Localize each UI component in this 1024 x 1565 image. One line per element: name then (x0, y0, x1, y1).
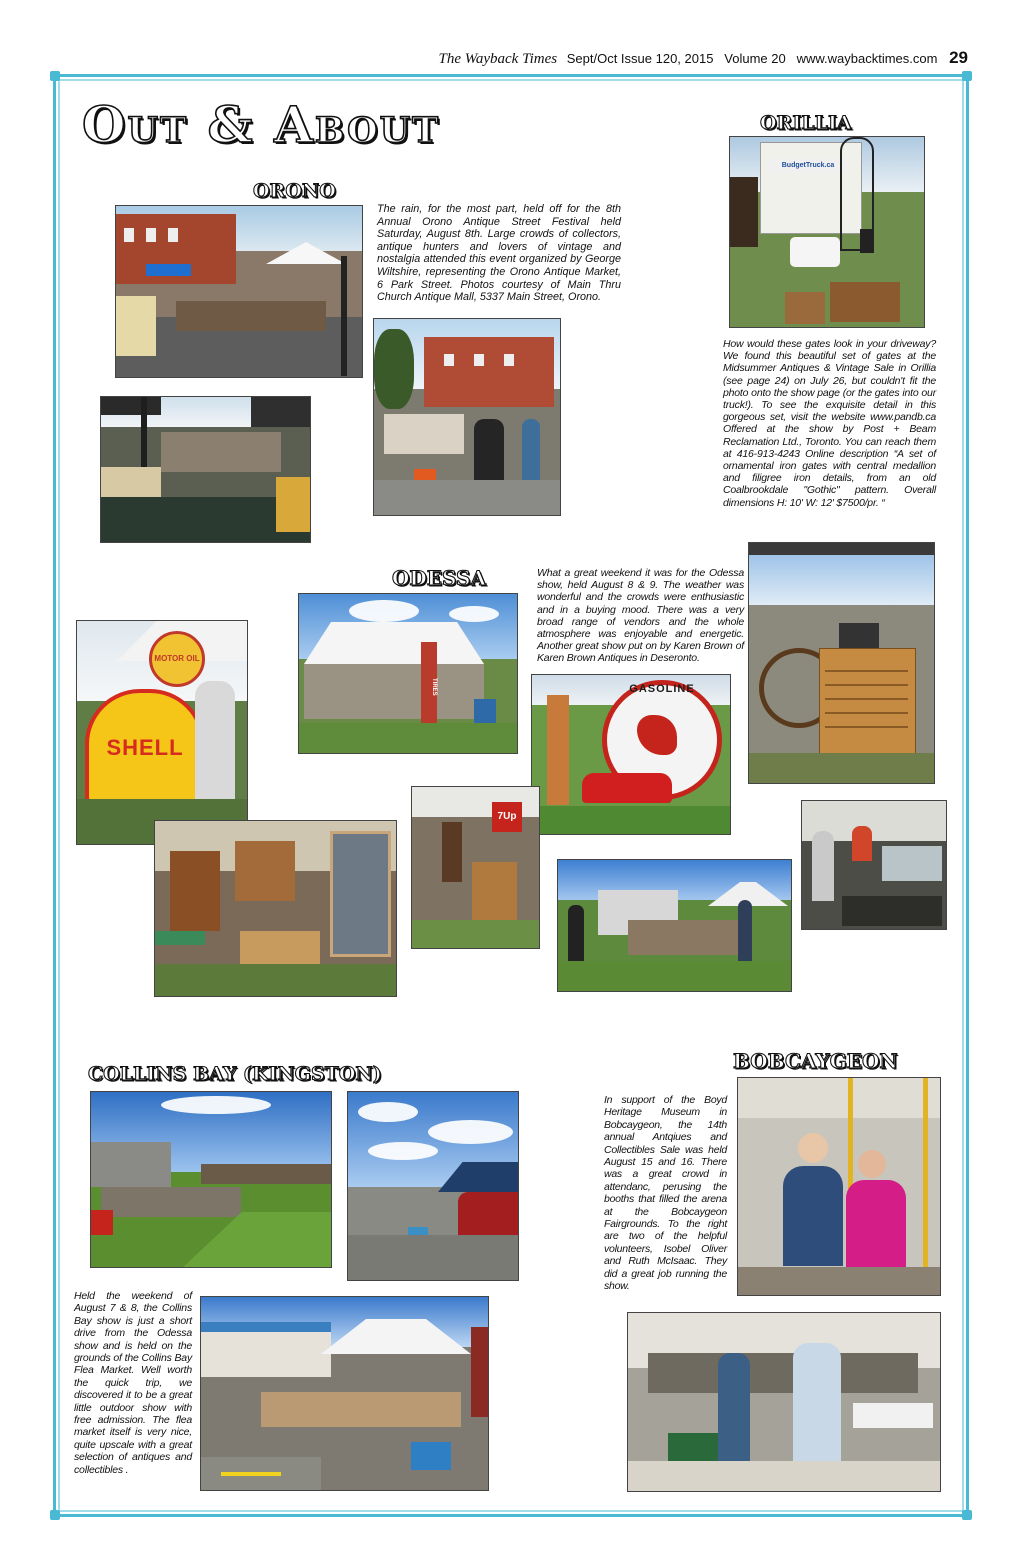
bobcaygeon-arena-photo (627, 1312, 941, 1492)
collins-bay-tables-photo (200, 1296, 489, 1491)
frame-corner (50, 71, 60, 81)
odessa-caption: What a great weekend it was for the Odessa show, held August 8 & 9. The weather was wonderful and the crowds were enthusiastic and in a buying mood. There was a very broad range of vendors and the whole atmosphere was enjoyable and energetic. Another great show put on by Karen Brown of Karen Brown Antiques in Deseronto. (537, 567, 744, 665)
section-title-collins-bay: COLLINS BAY (KINGSTON) (88, 1063, 382, 1085)
odessa-gasoline-photo (531, 674, 731, 835)
odessa-shell-sign-photo (76, 620, 248, 845)
publication-name: The Wayback Times (438, 51, 558, 67)
collins-bay-parking-photo (347, 1091, 519, 1281)
section-title-orono: ORONO (253, 180, 336, 202)
orono-crowd-photo (100, 396, 311, 543)
odessa-glassware-photo (801, 800, 947, 930)
orillia-gates-photo (729, 136, 925, 328)
bobcaygeon-volunteers-photo (737, 1077, 941, 1296)
section-title-orillia: ORILLIA (760, 112, 852, 134)
odessa-7up-photo (411, 786, 540, 949)
collins-bay-caption: Held the weekend of August 7 & 8, the Collins Bay show is just a short drive from the Odessa show and is held on the grounds of the Collins Bay Flea Market. Well worth the quick trip, we discovered it to be a great little outdoor show with free admission. The flea market itself is very nice, quite upscale with a great selection of antiques and collectibles . (74, 1290, 192, 1476)
page-title: Out & About (82, 95, 441, 154)
odessa-furniture-photo (154, 820, 397, 997)
page-number: 29 (949, 48, 968, 67)
website: www.waybacktimes.com (796, 51, 938, 66)
odessa-cabinet-photo (748, 542, 935, 784)
volume: Volume 20 (724, 51, 786, 66)
orono-market-photo (373, 318, 561, 516)
collins-bay-market-photo (90, 1091, 332, 1268)
budget-truck-sign: BudgetTruck.ca (768, 159, 848, 173)
odessa-crowd-photo (557, 859, 792, 992)
shell-sign: SHELL (85, 689, 205, 807)
frame-corner (962, 1510, 972, 1520)
tires-sign: TIRES (421, 642, 437, 732)
orono-caption: The rain, for the most part, held off for the 8th Annual Orono Antique Street Festival held Saturday, August 8th. Large crowds of collectors, antique hunters and lovers of vintage and nostalgia attended this event organized by George Wiltshire, representing the Orono Antique Market, 6 Park Street. Photos courtesy of Main Thru Church Antique Mall, 5337 Main Street, Orono. (377, 203, 621, 304)
section-title-bobcaygeon: BOBCAYGEON (733, 1049, 898, 1073)
gasoline-sign: GASOLINE (629, 683, 695, 695)
section-title-odessa: ODESSA (392, 566, 486, 590)
frame-corner (962, 71, 972, 81)
motor-oil-sign: MOTOR OIL (149, 631, 205, 687)
page-header (0, 44, 968, 72)
bobcaygeon-caption: In support of the Boyd Heritage Museum in Bobcaygeon, the 14th annual Antqiues and Collectibles Sale was held August 15 and 16. There was a great crowd in attendanc, perusing the booths that filled the arena at the Bobcaygeon Fairgrounds. To the right are two of the helpful volunteers, Isobel Oliver and Ruth McIsaac. They did a great job running the show. (604, 1094, 727, 1293)
odessa-tent-photo (298, 593, 518, 754)
issue-info: Sept/Oct Issue 120, 2015 (566, 51, 714, 66)
orono-street-photo (115, 205, 363, 378)
seven-up-sign: 7Up (492, 802, 522, 832)
frame-corner (50, 1510, 60, 1520)
orillia-caption: How would these gates look in your driveway? We found this beautiful set of gates at the Midsummer Antiques & Vintage Sale in Orillia (see page 24) on July 26, but couldn't fit the photo onto the show page (or the gates into our truck!). To see the exquisite detail in this gorgeous set, visit the website www.pandb.ca Offered at the show by Post + Beam Reclamation Ltd., Toronto. You can reach them at 416-913-4243 Online description “A set of ornamental iron gates with central medallion and filigree iron details, from an old Coalbrookdale "Gothic" pattern. Overall dimensions H: 10' W: 12' $7500/pr. “ (723, 338, 936, 509)
